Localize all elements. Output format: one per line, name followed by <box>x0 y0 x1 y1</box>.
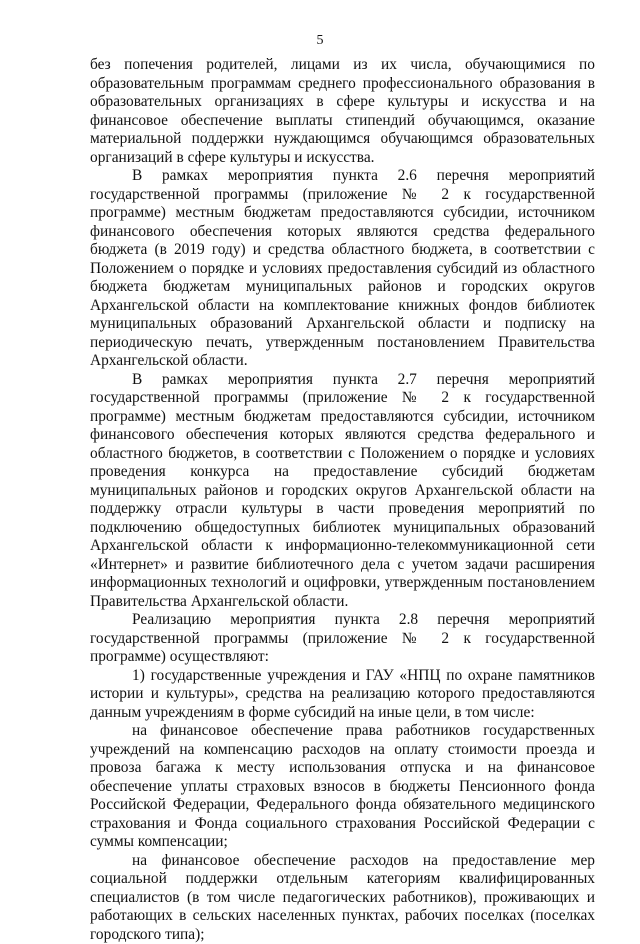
paragraph: на финансовое обеспечение права работников государственных учреждений на компенсацию расходов на оплату стоимости проезда и провоза багажа к месту использования отпуска и на финансовое обеспечение уплаты страховых взносов в бюджеты Пенсионного фонда Российской Федерации, Федерального фонда обязательного медицинского страхования и Фонда социального страхования Российской Федерации с суммы компенсации; <box>90 722 595 852</box>
paragraph: на финансовое обеспечение расходов на предоставление мер социальной поддержки отдельным категориям квалифицированных специалистов (в том числе педагогических работников), проживающих и работающих в сельских населенных пунктах, рабочих поселках (поселках городского типа); <box>90 852 595 944</box>
paragraph: без попечения родителей, лицами из их числа, обучающимися по образовательным программам среднего профессионального образования в образовательных организациях в сфере культуры и искусства и на финансовое обеспечение выплаты стипендий обучающимся, оказание материальной поддержки нуждающимся обучающимся образовательных организаций в сфере культуры и искусства. <box>90 56 595 167</box>
page-number: 5 <box>0 33 640 49</box>
body-text <box>90 56 595 944</box>
paragraph: В рамках мероприятия пункта 2.6 перечня мероприятий государственной программы (приложение № 2 к государственной программе) местным бюджетам предоставляются субсидии, источником финансового обеспечения которых являются средства федерального бюджета (в 2019 году) и средства областного бюджета, в соответствии с Положением о порядке и условиях предоставления субсидий из областного бюджета бюджетам муниципальных районов и городских округов Архангельской области на комплектование книжных фондов библиотек муниципальных образований Архангельской области и подписку на периодическую печать, утвержденным постановлением Правительства Архангельской области. <box>90 167 595 371</box>
paragraph: В рамках мероприятия пункта 2.7 перечня мероприятий государственной программы (приложение № 2 к государственной программе) местным бюджетам предоставляются субсидии, источником финансового обеспечения которых являются средства федерального и областного бюджетов, в соответствии с Положением о порядке и условиях проведения конкурса на предоставление субсидий бюджетам муниципальных районов и городских округов Архангельской области на поддержку отрасли культуры в части проведения мероприятий по подключению общедоступных библиотек муниципальных образований Архангельской области к информационно-телекоммуникационной сети «Интернет» и развитие библиотечного дела с учетом задачи расширения информационных технологий и оцифровки, утвержденным постановлением Правительства Архангельской области. <box>90 371 595 612</box>
paragraph: 1) государственные учреждения и ГАУ «НПЦ по охране памятников истории и культуры», средства на реализацию которого предоставляются данным учреждениям в форме субсидий на иные цели, в том числе: <box>90 667 595 723</box>
paragraph: Реализацию мероприятия пункта 2.8 перечня мероприятий государственной программы (приложение № 2 к государственной программе) осуществляют: <box>90 611 595 667</box>
